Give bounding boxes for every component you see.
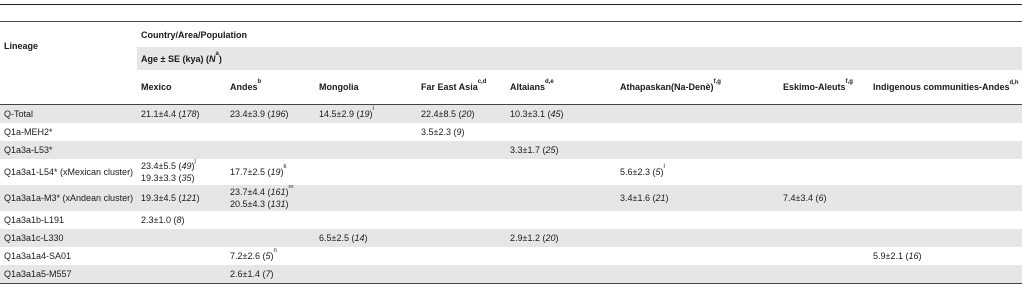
value-cell	[226, 159, 315, 185]
lineage-cell: Q-Total	[0, 105, 137, 124]
country-area-population-header: Country/Area/Population	[141, 29, 248, 40]
value-cell	[616, 211, 779, 229]
lineage-header: Lineage	[4, 41, 39, 51]
value-cell	[137, 211, 226, 229]
value-cell	[137, 141, 226, 159]
column-header-footnote: d,e	[545, 79, 554, 85]
value-cell	[779, 105, 869, 124]
value-cell	[506, 185, 616, 211]
value-cell	[417, 265, 506, 284]
table-row	[0, 159, 1022, 185]
column-header	[616, 70, 779, 105]
column-header	[417, 70, 506, 105]
lineage-cell: Q1a-MEH2*	[4, 127, 53, 137]
column-header-label: Eskimo-Aleuts	[783, 82, 846, 92]
value-cell	[506, 141, 616, 159]
column-header-label: Mexico	[141, 82, 172, 92]
value-cell	[315, 105, 417, 124]
column-header-label: Mongolia	[319, 82, 359, 92]
lineage-cell: Q1a3a1-L54* (xMexican cluster)	[4, 167, 134, 177]
value-cell	[417, 141, 506, 159]
column-header-footnote: f,g	[713, 79, 721, 85]
value-cell	[779, 229, 869, 247]
column-header-footnote: d,h	[1009, 79, 1019, 86]
age-estimate: 7.2±2.6 $(5)^n$	[230, 248, 277, 261]
column-header-label: Andes	[230, 82, 258, 92]
value-cell	[506, 159, 616, 185]
value-cell	[315, 247, 417, 265]
column-header-label: Far East Asia	[421, 82, 478, 92]
value-cell	[869, 141, 1022, 159]
value-cell	[315, 185, 417, 211]
value-cell	[869, 185, 1022, 211]
column-header-row	[0, 70, 1022, 105]
column-header	[226, 70, 315, 105]
value-cell	[315, 159, 417, 185]
value-cell	[616, 229, 779, 247]
value-cell	[315, 141, 417, 159]
lineage-cell: Q1a3a1a-M3* (xAndean cluster)	[0, 185, 137, 211]
value-cell	[506, 265, 616, 284]
age-estimate: 5.6±2.3 $(5)^l$	[620, 164, 665, 177]
value-cell	[315, 211, 417, 229]
age-header: Age ± SE (kya) $(N^a)$	[137, 47, 1022, 70]
column-header	[779, 70, 869, 105]
age-estimate: 20.5±4.3 (131)	[230, 199, 289, 209]
value-cell	[869, 105, 1022, 124]
table-body	[0, 105, 1022, 284]
age-estimate: 23.4±5.5 $(49)^j$	[141, 159, 196, 171]
value-cell	[616, 105, 779, 124]
value-cell	[506, 105, 616, 124]
value-cell	[616, 123, 779, 141]
value-cell	[226, 141, 315, 159]
lineage-cell: Q1a3a1c-L330	[0, 229, 137, 247]
value-cell	[226, 185, 315, 211]
age-estimate: 2.6±1.4 (7)	[230, 269, 274, 279]
age-estimates-table	[0, 5, 1022, 284]
table-row	[0, 265, 1022, 284]
lineage-cell: Q1a3a1b-L191	[4, 215, 65, 225]
value-cell	[779, 211, 869, 229]
age-estimate: 23.4±3.9 (196)	[230, 109, 289, 119]
value-cell	[137, 265, 226, 284]
value-cell	[417, 211, 506, 229]
value-cell	[616, 159, 779, 185]
age-estimate: 3.5±2.3 (9)	[421, 127, 465, 137]
column-header	[869, 70, 1022, 105]
value-cell	[616, 185, 779, 211]
value-cell	[226, 211, 315, 229]
age-estimate: 2.3±1.0 (8)	[141, 215, 185, 225]
value-cell	[137, 185, 226, 211]
value-cell	[506, 247, 616, 265]
column-header-footnote: f,g	[845, 79, 853, 85]
value-cell	[417, 123, 506, 141]
value-cell	[779, 123, 869, 141]
value-cell	[779, 265, 869, 284]
value-cell	[779, 159, 869, 185]
value-cell	[869, 265, 1022, 284]
value-cell	[506, 123, 616, 141]
column-header-label: Altaians	[510, 82, 546, 92]
age-estimate: 6.5±2.5 (14)	[319, 233, 368, 243]
value-cell	[315, 265, 417, 284]
value-cell	[869, 211, 1022, 229]
value-cell	[616, 247, 779, 265]
value-cell	[226, 123, 315, 141]
header-spacer-row	[0, 5, 1022, 22]
table-row	[0, 105, 1022, 124]
table-row	[0, 141, 1022, 159]
age-estimate: 5.9±2.1 (16)	[873, 251, 922, 261]
value-cell	[417, 229, 506, 247]
value-cell	[315, 229, 417, 247]
age-estimate: 10.3±3.1 (45)	[510, 109, 564, 119]
value-cell	[137, 105, 226, 124]
value-cell	[869, 123, 1022, 141]
age-estimate: 14.5±2.9 $(19)^i$	[319, 106, 374, 119]
column-header	[315, 70, 417, 105]
column-header-footnote: c,d	[477, 79, 487, 85]
age-estimate: 3.4±1.6 (21)	[620, 193, 669, 203]
value-cell	[869, 229, 1022, 247]
lineage-cell: Q1a3a-L53*	[0, 141, 137, 159]
value-cell	[417, 105, 506, 124]
age-estimate: 22.4±8.5 (20)	[421, 109, 475, 119]
column-header	[137, 70, 226, 105]
age-estimate: 23.7±4.4 $(161)^m$	[230, 185, 294, 197]
value-cell	[506, 211, 616, 229]
value-cell	[779, 185, 869, 211]
value-cell	[417, 247, 506, 265]
lineage-cell: Q1a3a1a4-SA01	[4, 251, 72, 261]
value-cell	[226, 105, 315, 124]
header-age-row	[0, 47, 1022, 70]
value-cell	[506, 229, 616, 247]
table-row	[0, 211, 1022, 229]
value-cell	[616, 265, 779, 284]
table-row	[0, 185, 1022, 211]
age-estimate: 21.1±4.4 (178)	[141, 109, 200, 119]
value-cell	[137, 159, 226, 185]
table-row	[0, 123, 1022, 141]
value-cell	[137, 247, 226, 265]
value-cell	[226, 247, 315, 265]
header-country-row	[0, 22, 1022, 48]
value-cell	[226, 265, 315, 284]
age-estimate: 3.3±1.7 (25)	[510, 145, 559, 155]
value-cell	[417, 185, 506, 211]
value-cell	[417, 159, 506, 185]
age-estimate: 2.9±1.2 (20)	[510, 233, 559, 243]
value-cell	[226, 229, 315, 247]
column-header-label: Indigenous communities-Andes	[873, 81, 1010, 92]
value-cell	[137, 229, 226, 247]
age-estimate: 7.4±3.4 (6)	[783, 193, 827, 203]
age-estimate: 19.3±4.5 (121)	[141, 193, 200, 203]
column-header	[506, 70, 616, 105]
table-row	[0, 247, 1022, 265]
value-cell	[869, 159, 1022, 185]
age-estimate: 19.3±3.3 (35)	[141, 173, 195, 183]
column-header-label: Athapaskan(Na-Denè)	[620, 82, 714, 92]
value-cell	[315, 123, 417, 141]
value-cell	[137, 123, 226, 141]
value-cell	[779, 247, 869, 265]
column-header-footnote: b	[257, 79, 262, 85]
age-estimate: 17.7±2.5 $(19)^k$	[230, 164, 287, 177]
table-row	[0, 229, 1022, 247]
value-cell	[616, 141, 779, 159]
value-cell	[779, 141, 869, 159]
value-cell	[869, 247, 1022, 265]
lineage-cell: Q1a3a1a5-M557	[0, 265, 137, 284]
